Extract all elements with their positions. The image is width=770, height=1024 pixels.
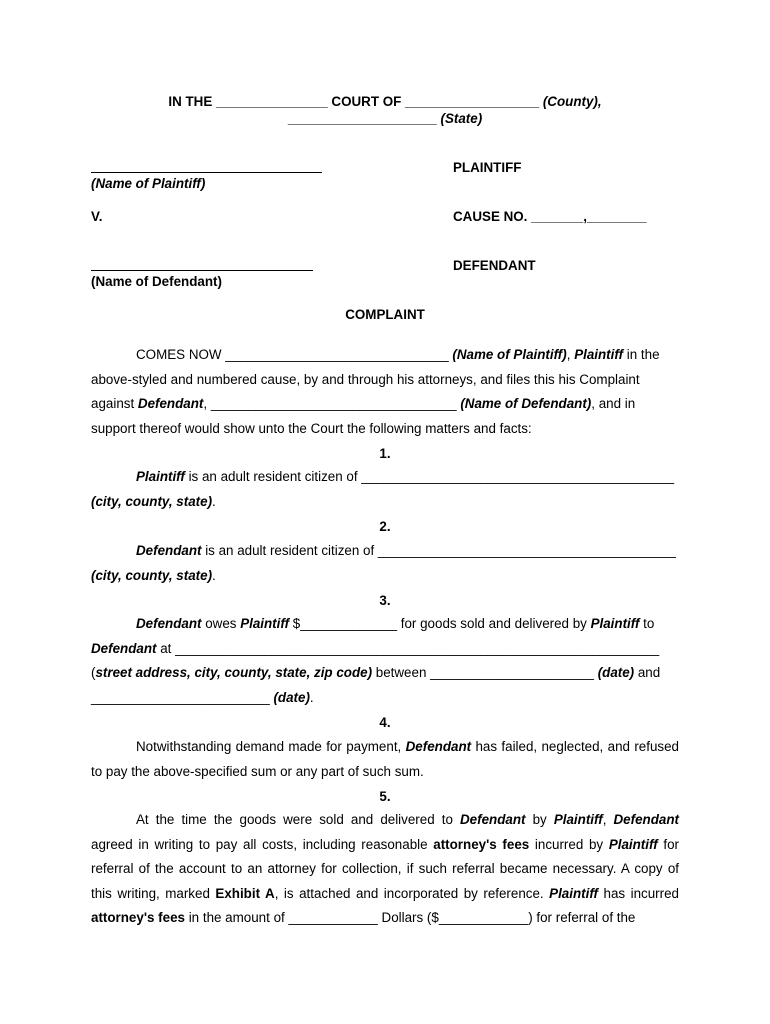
intro-paragraph: COMES NOW ______________________________ (Name of Plaintiff), Plaintiff in the above-styled and numbered cause, by and through his attorneys, and files this his Complaint against Defendant, _________________________________ (Name of Defendant), and in support thereof would show unto the Court the following matters and facts:: [91, 347, 660, 436]
section-1-paragraph: Plaintiff is an adult resident citizen of __________________________________________ (city, county, state).: [91, 469, 675, 509]
plaintiff-label: PLAINTIFF: [453, 160, 522, 175]
defendant-label: DEFENDANT: [453, 258, 536, 273]
state-label: (State): [440, 111, 483, 126]
section-4-number: 4.: [379, 715, 391, 730]
section-3-paragraph: Defendant owes Plaintiff $_____________ for goods sold and delivered by Plaintiff to Defendant at _________________________________________________________________ (street address, city, county, state, zip code) between ______________________ (date) and ________________________ (date).: [91, 616, 661, 705]
name-of-plaintiff-label: (Name of Plaintiff): [91, 176, 206, 191]
plaintiff-name-line: [91, 172, 322, 173]
section-5-number: 5.: [379, 789, 391, 804]
name-of-defendant-label: (Name of Defendant): [91, 274, 222, 289]
section-4-paragraph: Notwithstanding demand made for payment, Defendant has failed, neglected, and refused to pay the above-specified sum or any part of such sum.: [91, 739, 679, 779]
cause-number: CAUSE NO. _______,________: [453, 209, 647, 224]
county-label: (County),: [542, 94, 602, 109]
section-5-paragraph: At the time the goods were sold and delivered to Defendant by Plaintiff, Defendant agreed in writing to pay all costs, including reasonable attorney's fees incurred by Plaintiff for referral of the account to an attorney for collection, if such referral became necessary. A copy of this writing, marked Exhibit A, is attached and incorporated by reference. Plaintiff has incurred attorney's fees in the amount of ____________ Dollars ($____________) for referral of the: [91, 812, 679, 925]
section-1-number: 1.: [379, 446, 391, 461]
section-2-number: 2.: [379, 519, 391, 534]
court-heading: [0, 94, 770, 109]
document-title: COMPLAINT: [345, 307, 425, 322]
defendant-name-line: [91, 270, 313, 271]
versus-label: V.: [91, 209, 103, 224]
section-3-number: 3.: [379, 593, 391, 608]
state-blank: ____________________: [287, 111, 437, 126]
state-heading: [0, 111, 770, 126]
court-line: IN THE _______________ COURT OF __________________: [168, 94, 540, 109]
section-2-paragraph: Defendant is an adult resident citizen of ________________________________________ (city, county, state).: [91, 543, 676, 583]
